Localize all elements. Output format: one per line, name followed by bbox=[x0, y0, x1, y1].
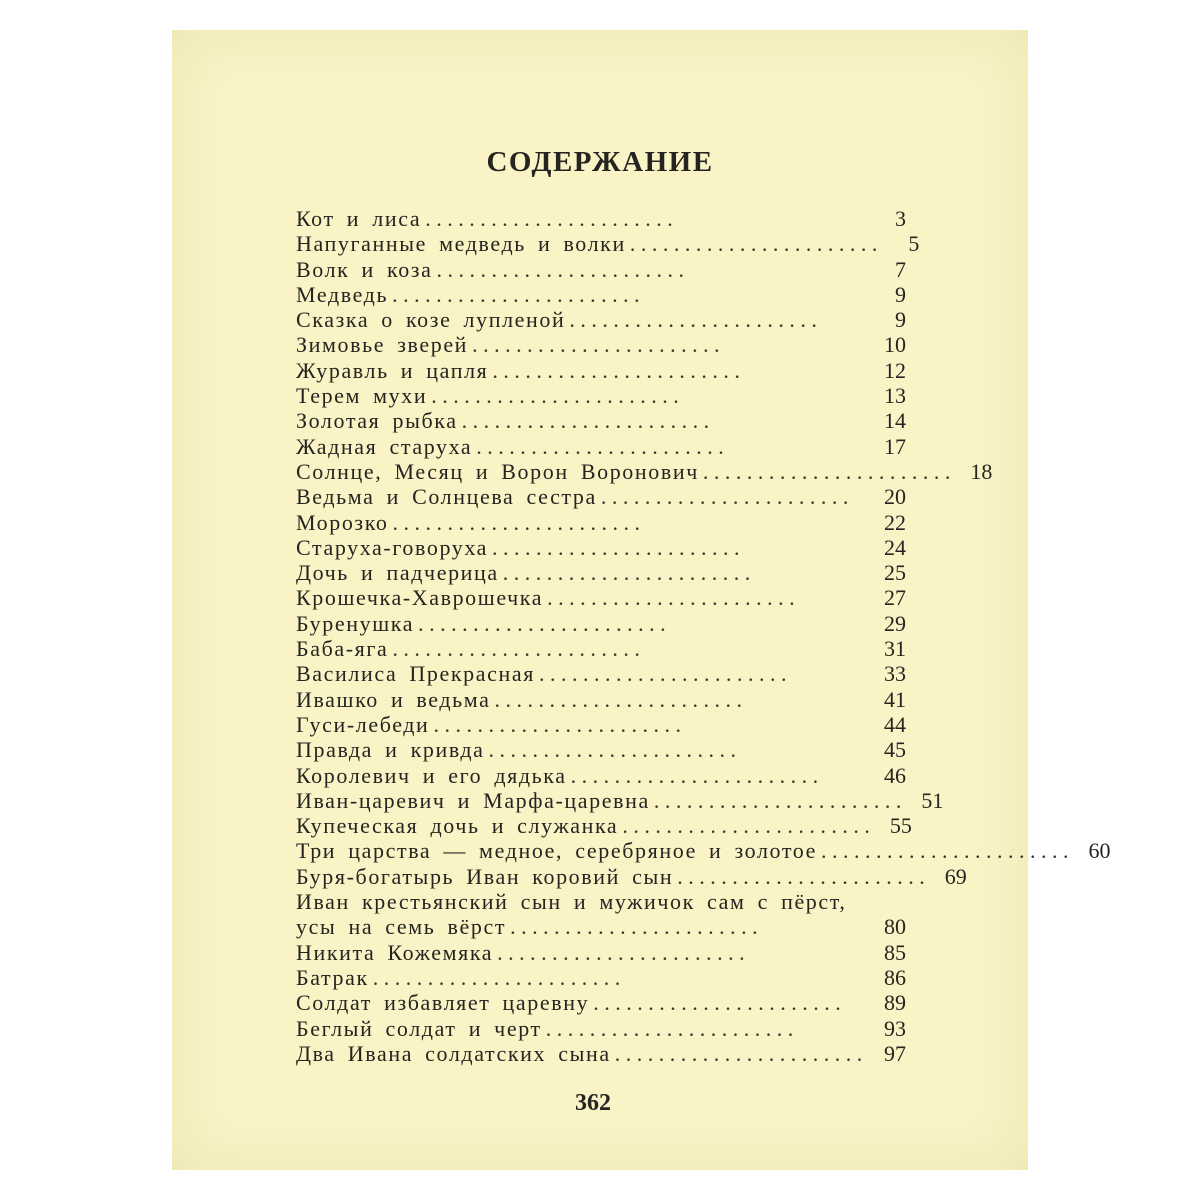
toc-entry bbox=[296, 458, 993, 484]
toc-entry-page: 9 bbox=[895, 307, 906, 333]
toc-entry-page: 13 bbox=[884, 383, 906, 409]
dot-leader: . . . . . . . . . . . . . . . . . . . . . . . bbox=[593, 990, 841, 1016]
toc-entry-page: 41 bbox=[884, 686, 906, 712]
toc-entry bbox=[296, 889, 906, 914]
dot-leader: . . . . . . . . . . . . . . . . . . . . . . . bbox=[629, 231, 878, 257]
toc-entry-title: Кот и лиса bbox=[296, 206, 422, 231]
dot-leader: . . . . . . . . . . . . . . . . . . . . . . . bbox=[538, 661, 787, 687]
dot-leader: . . . . . . . . . . . . . . . . . . . . . . . bbox=[436, 256, 684, 282]
toc-entry-page: 33 bbox=[884, 661, 906, 687]
toc-entry-page: 22 bbox=[884, 509, 906, 535]
toc-entry-page: 69 bbox=[944, 863, 967, 889]
toc-entry bbox=[296, 332, 906, 357]
dot-leader: . . . . . . . . . . . . . . . . . . . . . . . bbox=[502, 560, 751, 586]
toc-entry bbox=[296, 383, 906, 408]
dot-leader: . . . . . . . . . . . . . . . . . . . . . . . bbox=[497, 939, 745, 965]
toc-entry-page: 12 bbox=[884, 357, 906, 383]
toc-entry bbox=[296, 231, 920, 257]
toc-entry bbox=[296, 940, 906, 965]
toc-entry-title: Василиса Прекрасная bbox=[296, 661, 535, 687]
toc-entry-title: Зимовье зверей bbox=[296, 332, 469, 358]
toc-entry bbox=[296, 408, 906, 433]
toc-entry-page: 3 bbox=[895, 206, 906, 231]
toc-entry bbox=[296, 484, 906, 509]
toc-entry-page: 45 bbox=[884, 737, 906, 763]
dot-leader: . . . . . . . . . . . . . . . . . . . . . . . bbox=[492, 534, 740, 560]
dot-leader: . . . . . . . . . . . . . . . . . . . . . . . bbox=[653, 787, 902, 813]
dot-leader: . . . . . . . . . . . . . . . . . . . . . . . bbox=[510, 914, 758, 940]
toc-entry-page: 80 bbox=[884, 914, 906, 940]
toc-entry-page: 18 bbox=[970, 458, 993, 484]
dot-leader: . . . . . . . . . . . . . . . . . . . . . . . bbox=[614, 1040, 863, 1066]
toc-entry bbox=[296, 510, 906, 535]
dot-leader: . . . . . . . . . . . . . . . . . . . . . . . bbox=[433, 711, 681, 737]
toc-entry-title: Баба-яга bbox=[296, 636, 389, 662]
dot-leader: . . . . . . . . . . . . . . . . . . . . . . . bbox=[392, 509, 640, 535]
toc-entry bbox=[296, 560, 906, 585]
toc-entry-title: Ивашко и ведьма bbox=[296, 686, 491, 712]
dot-leader: . . . . . . . . . . . . . . . . . . . . . . . bbox=[570, 762, 819, 788]
toc-entry bbox=[296, 687, 906, 712]
toc-entry-title: Два Ивана солдатских сына bbox=[296, 1040, 611, 1066]
toc-entry-title: Жадная старуха bbox=[296, 433, 473, 459]
toc-entry bbox=[296, 914, 906, 939]
toc-entry-title: Журавль и цапля bbox=[296, 357, 489, 383]
toc-entry-title: Дочь и падчерица bbox=[296, 560, 499, 586]
toc-entry-page: 51 bbox=[921, 787, 944, 813]
dot-leader: . . . . . . . . . . . . . . . . . . . . . . . bbox=[492, 357, 740, 383]
toc-entry bbox=[296, 1041, 906, 1066]
dot-leader: . . . . . . . . . . . . . . . . . . . . . . . bbox=[476, 433, 724, 459]
toc-entry-page: 5 bbox=[908, 231, 920, 257]
toc-entry-title: Золотая рыбка bbox=[296, 408, 458, 434]
toc-entry-page: 60 bbox=[1088, 838, 1111, 864]
toc-entry-title: Морозко bbox=[296, 509, 389, 535]
dot-leader: . . . . . . . . . . . . . . . . . . . . . . . bbox=[569, 307, 817, 333]
toc-entry-title: Волк и коза bbox=[296, 256, 433, 282]
dot-leader: . . . . . . . . . . . . . . . . . . . . . . . bbox=[372, 964, 621, 990]
dot-leader: . . . . . . . . . . . . . . . . . . . . . . . bbox=[418, 610, 666, 636]
toc-entry-page: 17 bbox=[884, 433, 906, 459]
page-title: СОДЕРЖАНИЕ bbox=[486, 146, 714, 178]
dot-leader: . . . . . . . . . . . . . . . . . . . . . . . bbox=[622, 813, 870, 839]
toc-entry bbox=[296, 636, 906, 661]
toc-entry-title: Солнце, Месяц и Ворон Воронович bbox=[296, 458, 699, 484]
toc-entry bbox=[296, 737, 906, 762]
toc-entry-page: 85 bbox=[884, 939, 906, 965]
toc-entry-title: Иван крестьянский сын и мужичок сам с пёрст, bbox=[296, 889, 847, 915]
dot-leader: . . . . . . . . . . . . . . . . . . . . . . . bbox=[488, 737, 736, 763]
toc-entry-page: 7 bbox=[895, 256, 906, 282]
toc-entry-title: Иван-царевич и Марфа-царевна bbox=[296, 787, 650, 813]
toc-entry-title: Буря-богатырь Иван коровий сын bbox=[296, 863, 674, 889]
toc-entry-page: 27 bbox=[884, 585, 906, 611]
toc-entry-page: 89 bbox=[884, 990, 906, 1016]
dot-leader: . . . . . . . . . . . . . . . . . . . . . . . bbox=[425, 206, 673, 231]
toc-entry-page: 25 bbox=[884, 560, 906, 586]
dot-leader: . . . . . . . . . . . . . . . . . . . . . . . bbox=[392, 281, 640, 307]
toc-entry-page: 14 bbox=[884, 408, 906, 434]
toc-entry-page: 93 bbox=[884, 1015, 906, 1041]
toc-entry bbox=[296, 661, 906, 686]
toc-entry-page: 20 bbox=[884, 484, 906, 510]
toc-entry-title: Правда и кривда bbox=[296, 737, 485, 763]
toc-entry-page: 97 bbox=[884, 1040, 906, 1066]
toc-entry bbox=[296, 838, 1111, 864]
toc-entry bbox=[296, 585, 906, 610]
dot-leader: . . . . . . . . . . . . . . . . . . . . . . . bbox=[702, 458, 951, 484]
toc-entry-title: Сказка о козе лупленой bbox=[296, 307, 566, 333]
toc-entry bbox=[296, 358, 906, 383]
toc-entry bbox=[296, 712, 906, 737]
toc-entry-title: Буренушка bbox=[296, 610, 415, 636]
toc-entry-title: Батрак bbox=[296, 964, 369, 990]
toc-entry-title: Купеческая дочь и служанка bbox=[296, 813, 619, 839]
toc-entry-title: Три царства — медное, серебряное и золотое bbox=[296, 838, 818, 864]
dot-leader: . . . . . . . . . . . . . . . . . . . . . . . bbox=[431, 383, 679, 409]
dot-leader: . . . . . . . . . . . . . . . . . . . . . . . bbox=[472, 332, 720, 358]
dot-leader: . . . . . . . . . . . . . . . . . . . . . . . bbox=[494, 686, 743, 712]
toc-entry-title: Солдат избавляет царевну bbox=[296, 990, 590, 1016]
toc-entry bbox=[296, 282, 906, 307]
toc-entry bbox=[296, 787, 944, 813]
toc-entry-page: 46 bbox=[884, 762, 906, 788]
toc-entry bbox=[296, 434, 906, 459]
toc-entry-title: Ведьма и Солнцева сестра bbox=[296, 484, 597, 510]
toc-entry bbox=[296, 535, 906, 560]
toc-entry-title: Напуганные медведь и волки bbox=[296, 231, 626, 257]
toc-entry-title: усы на семь вёрст bbox=[296, 914, 507, 940]
toc-entry bbox=[296, 763, 906, 788]
toc-entry-page: 31 bbox=[884, 636, 906, 662]
toc-entry-title: Беглый солдат и черт bbox=[296, 1015, 542, 1041]
toc-entry-page: 44 bbox=[884, 711, 906, 737]
toc-entry-title: Старуха-говоруха bbox=[296, 534, 489, 560]
toc-entry-page: 10 bbox=[884, 332, 906, 358]
toc-entry-title: Медведь bbox=[296, 281, 389, 307]
toc-entry-title: Никита Кожемяка bbox=[296, 939, 494, 965]
toc-entry bbox=[296, 1016, 906, 1041]
toc-entry bbox=[296, 307, 906, 332]
toc-entry-page: 29 bbox=[884, 610, 906, 636]
table-of-contents bbox=[296, 206, 1111, 1066]
toc-entry bbox=[296, 990, 906, 1015]
toc-entry-page: 9 bbox=[895, 281, 906, 307]
toc-entry bbox=[296, 611, 906, 636]
toc-entry bbox=[296, 257, 906, 282]
toc-entry bbox=[296, 206, 906, 231]
toc-entry-title: Королевич и его дядька bbox=[296, 762, 567, 788]
dot-leader: . . . . . . . . . . . . . . . . . . . . . . . bbox=[545, 1015, 794, 1041]
dot-leader: . . . . . . . . . . . . . . . . . . . . . . . bbox=[392, 636, 640, 662]
toc-entry-title: Крошечка-Хаврошечка bbox=[296, 585, 544, 611]
book-page bbox=[172, 30, 1111, 1170]
toc-entry-page: 24 bbox=[884, 534, 906, 560]
toc-entry-page: 86 bbox=[884, 964, 906, 990]
toc-entry bbox=[296, 813, 912, 839]
toc-entry-page: 55 bbox=[889, 813, 912, 839]
page-number: 362 bbox=[575, 1090, 611, 1116]
toc-entry-title: Терем мухи bbox=[296, 383, 428, 409]
toc-entry-title: Гуси-лебеди bbox=[296, 711, 430, 737]
dot-leader: . . . . . . . . . . . . . . . . . . . . . . . bbox=[547, 585, 795, 611]
dot-leader: . . . . . . . . . . . . . . . . . . . . . . . bbox=[821, 838, 1069, 864]
dot-leader: . . . . . . . . . . . . . . . . . . . . . . . bbox=[677, 863, 925, 889]
toc-entry bbox=[296, 965, 906, 990]
dot-leader: . . . . . . . . . . . . . . . . . . . . . . . bbox=[461, 408, 710, 434]
toc-entry bbox=[296, 863, 967, 889]
dot-leader: . . . . . . . . . . . . . . . . . . . . . . . bbox=[600, 484, 849, 510]
